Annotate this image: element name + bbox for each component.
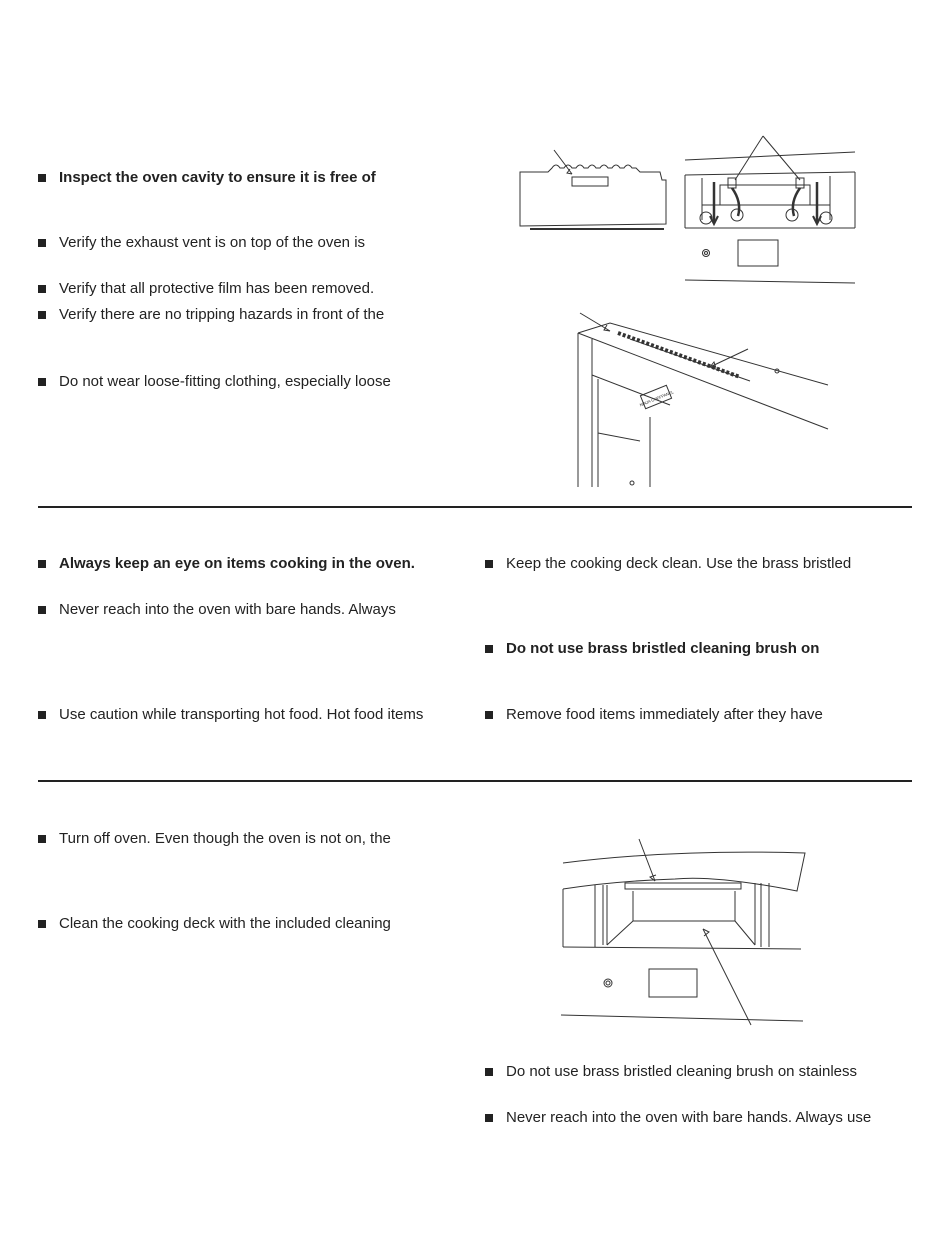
bullet-square-icon: [38, 711, 46, 719]
bullet-square-icon: [485, 560, 493, 568]
section-divider: [38, 780, 912, 782]
bullet-square-icon: [485, 711, 493, 719]
bullet-square-icon: [38, 378, 46, 386]
oven-top-vent-illustration: [570, 305, 835, 490]
bullet-square-icon: [38, 285, 46, 293]
bullet-square-icon: [38, 311, 46, 319]
bullet-square-icon: [485, 1114, 493, 1122]
oven-front-illustration: [680, 130, 860, 290]
bullet-square-icon: [38, 920, 46, 928]
oven-deck-illustration: [510, 140, 680, 240]
section-divider: [38, 506, 912, 508]
bullet-square-icon: [38, 560, 46, 568]
bullet-square-icon: [485, 1068, 493, 1076]
bullet-square-icon: [38, 606, 46, 614]
bullet-square-icon: [38, 239, 46, 247]
oven-interior-illustration: [555, 835, 815, 1030]
bullet-square-icon: [485, 645, 493, 653]
oven-badge-label: NINJA CHEFPANEL: [638, 389, 675, 408]
bullet-square-icon: [38, 174, 46, 182]
bullet-square-icon: [38, 835, 46, 843]
